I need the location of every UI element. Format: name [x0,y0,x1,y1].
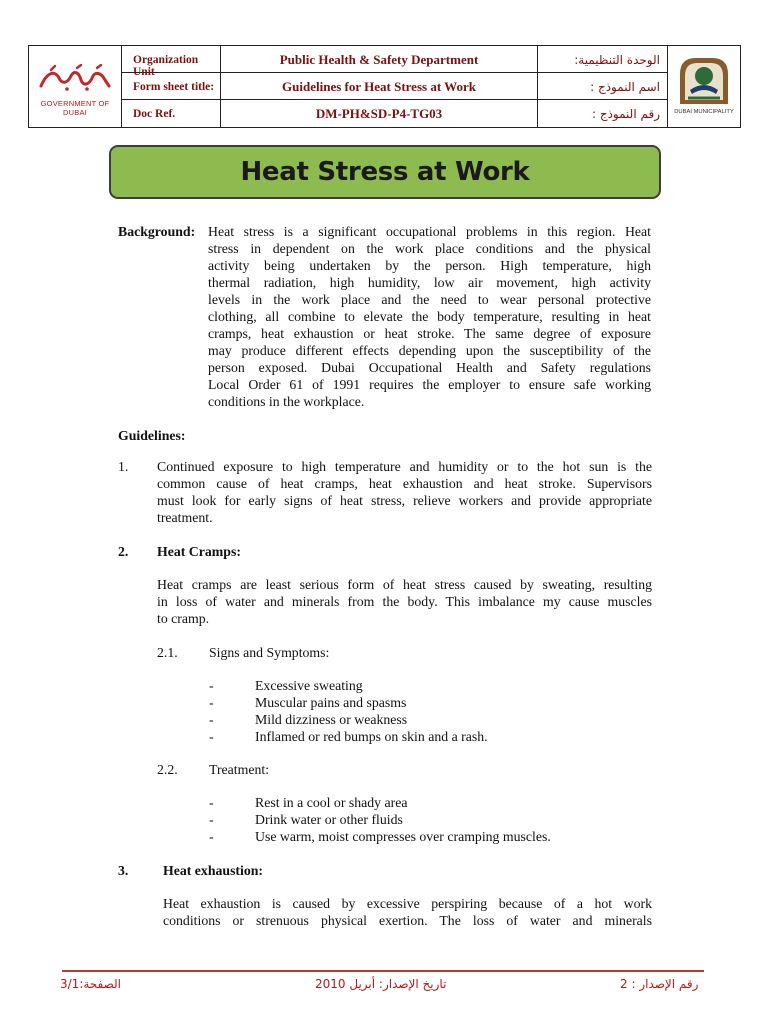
background-line: cramps, heat exhaustion or heat stroke. The same degree of exposure [208,326,651,341]
list-item [209,694,649,711]
doc-ref-label: Doc Ref. [121,100,221,127]
dubai-municipality-label: DUBAI MUNICIPALITY [674,109,734,115]
list-item-text: Excessive sweating [255,678,363,693]
list-item [209,711,649,728]
header-row-form-title [121,73,668,100]
footer-issue-date: تاريخ الإصدار: أبريل 2010 [315,977,447,991]
item-3-paragraph [163,895,652,929]
organization-unit-value: Public Health & Safety Department [221,46,538,72]
bullet-marker: - [209,795,214,810]
guidelines-heading: Guidelines: [118,428,186,443]
organization-unit-label: Organization Unit [121,46,221,72]
sub-2-2-number: 2.2. [157,762,178,777]
signs-symptoms-list [209,677,649,745]
background-line: activity being undertaken by the person. High temperature, high [208,258,651,273]
background-line: conditions in the workplace. [208,394,365,409]
government-of-dubai-label: GOVERNMENT OF DUBAI [40,99,110,117]
list-item-text: Inflamed or red bumps on skin and a rash. [255,729,488,744]
bullet-marker: - [209,829,214,844]
item-2-line: Heat cramps are least serious form of heat stress caused by sweating, resulting [157,577,652,592]
background-line: thermal radiation, high humidity, low air movement, high activity [208,275,651,290]
organization-unit-arabic-label: الوحدة التنظيمية: [574,53,660,67]
doc-ref-value: DM-PH&SD-P4-TG03 [221,100,538,127]
item-1-number: 1. [118,459,129,474]
background-line: clothing, all combine to elevate the body temperature, resulting in heat [208,309,651,324]
item-1-line: Continued exposure to high temperature and humidity or to the hot sun is the [157,459,652,474]
footer-issue-number: رقم الإصدار : 2 [620,977,699,991]
background-line: Heat stress is a significant occupational problems in this region. Heat [208,224,651,239]
background-line: stress in dependent on the work place conditions and the physical [208,241,651,256]
background-paragraph [208,223,651,410]
item-2-number: 2. [118,544,129,559]
form-sheet-title-value: Guidelines for Heat Stress at Work [221,73,538,99]
background-line: levels in the work place and the need to wear personal protective [208,292,651,307]
footer-page-number: الصفحة:3/1 [60,977,122,991]
background-line: may produce different effects depending upon the susceptibility of the [208,343,651,358]
list-item-text: Use warm, moist compresses over cramping muscles. [255,829,551,844]
form-sheet-title-label: Form sheet title: [121,73,221,99]
government-of-dubai-logo [29,46,122,127]
item-2-heading: Heat Cramps: [157,544,241,559]
bullet-marker: - [209,678,214,693]
dubai-calligraphy-icon [37,64,113,92]
title-banner [109,145,661,199]
item-1-line: common cause of heat cramps, heat exhaustion and heat stroke. Supervisors [157,476,652,491]
background-line: Local Order 61 of 1991 requires the employer to ensure safe working [208,377,651,392]
list-item [209,794,649,811]
treatment-list [209,794,649,845]
background-label: Background: [118,224,196,239]
list-item-text: Muscular pains and spasms [255,695,407,710]
item-1-line: must look for early signs of heat stress, relieve workers and provide appropriate [157,493,652,508]
item-3-line: conditions or strenuous physical exertion. The loss of water and minerals [163,913,652,928]
document-header [28,45,741,128]
list-item [209,728,649,745]
header-fields [121,46,668,127]
bullet-marker: - [209,729,214,744]
list-item-text: Drink water or other fluids [255,812,403,827]
dubai-municipality-emblem-icon [676,54,732,106]
item-2-line: in loss of water and minerals from the body. This imbalance my cause muscles [157,594,652,609]
dubai-municipality-logo [667,46,740,127]
list-item [209,677,649,694]
form-sheet-title-arabic-label: اسم النموذج : [590,80,660,94]
background-line: person exposed. Dubai Occupational Health and Safety regulations [208,360,651,375]
item-1-line: treatment. [157,510,213,525]
sub-2-1-heading: Signs and Symptoms: [209,645,330,660]
sub-2-2-heading: Treatment: [209,762,270,777]
item-1-paragraph [157,458,652,526]
item-3-line: Heat exhaustion is caused by excessive perspiring because of a hot work [163,896,652,911]
sub-2-1-number: 2.1. [157,645,178,660]
item-2-line: to cramp. [157,611,210,626]
list-item [209,811,649,828]
bullet-marker: - [209,812,214,827]
item-3-heading: Heat exhaustion: [163,863,264,878]
header-row-organization [121,46,668,78]
list-item-text: Rest in a cool or shady area [255,795,408,810]
page-title: Heat Stress at Work [240,157,530,187]
list-item-text: Mild dizziness or weakness [255,712,408,727]
bullet-marker: - [209,695,214,710]
list-item [209,828,649,845]
item-2-paragraph [157,576,652,627]
footer-rule [62,970,704,972]
item-3-number: 3. [118,863,129,878]
bullet-marker: - [209,712,214,727]
doc-ref-arabic-label: رقم النموذج : [591,107,660,121]
header-row-doc-ref [121,100,668,127]
